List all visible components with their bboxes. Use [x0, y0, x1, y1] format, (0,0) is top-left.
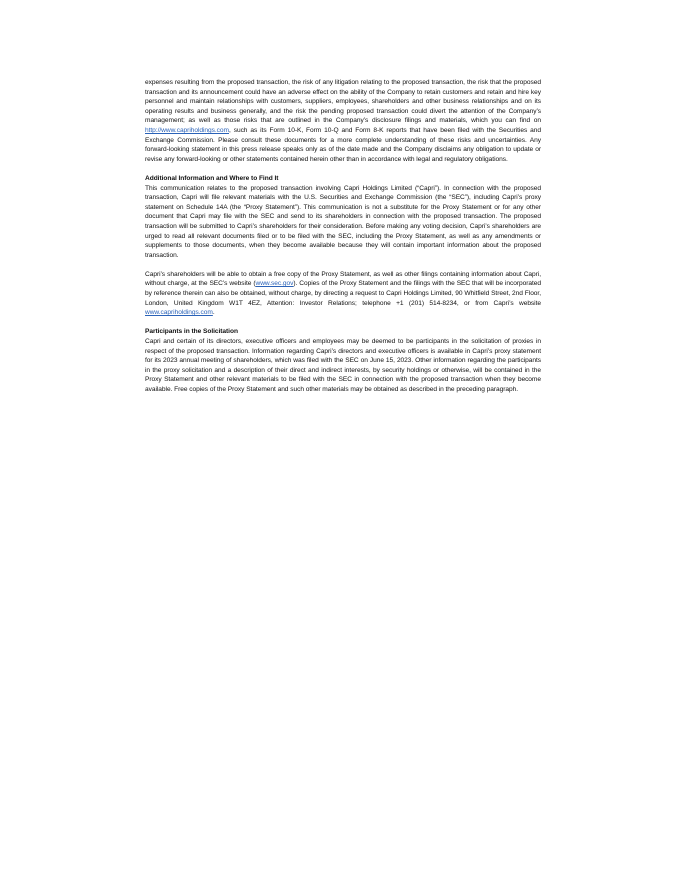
proxy-copy-text-2: ). Copies of the Proxy Statement and the filings with the SEC that will be incorporated by reference therein can also be obtained, without charge, by directing a request to Capri Holdings Limited, 90 Whitfield Street, 2nd Floor, London, United Kingdom W1T 4EZ, Attention: Investor Relations; telephone +1 (201) 514-8234, or from Capri’s website	[145, 280, 541, 307]
spacer	[145, 260, 541, 270]
participants-paragraph: Capri and certain of its directors, executive officers and employees may be deemed to be participants in the solicitation of proxies in respect of the proposed transaction. Information regarding Capri’s directors and executive officers is available in Capri’s proxy statement for its 2023 annual meeting of shareholders, which was filed with the SEC on June 15, 2023. Other information regarding the participants in the proxy solicitation and a description of their direct and indirect interests, by security holdings or otherwise, will be contained in the Proxy Statement and other relevant materials to be filed with the SEC in connection with the proposed transaction when they become available. Free copies of the Proxy Statement and such other materials may be obtained as described in the preceding paragraph.	[145, 338, 541, 393]
spacer	[145, 164, 541, 174]
participants-heading: Participants in the Solicitation	[145, 328, 238, 336]
sec-website-link[interactable]: www.sec.gov	[255, 280, 294, 288]
capri-holdings-link[interactable]: www.capriholdings.com	[145, 309, 213, 317]
proxy-copy-paragraph	[145, 270, 541, 318]
spacer	[145, 318, 541, 328]
proxy-copy-text-1: Capri’s shareholders will be able to obtain a free copy of the Proxy Statement, as well as other filings containing information about Capri, without charge, at the SEC’s website (	[145, 270, 541, 288]
additional-information-heading: Additional Information and Where to Find It	[145, 174, 279, 182]
forward-looking-text-1: expenses resulting from the proposed transaction, the risk of any litigation relating to the proposed transaction, the risk that the proposed transaction and its announcement could have an adverse effect on the ability of the Company to retain customers and retain and hire key personnel and maintain relationships with customers, suppliers, employees, shareholders and other business relationships and on its operating results and business generally, and the risk the pending proposed transaction could divert the attention of the Company’s management; as well as those risks that are outlined in the Company’s disclosure filings and materials, which you can find on	[145, 79, 541, 125]
capri-website-link[interactable]: http://www.capriholdings.com	[145, 126, 229, 134]
document-page	[145, 78, 541, 395]
proxy-copy-text-3: .	[212, 309, 215, 317]
additional-information-paragraph: This communication relates to the proposed transaction involving Capri Holdings Limited (“Capri”). In connection with the proposed transaction, Capri will file relevant materials with the U.S. Securities and Exchange Commission (the “SEC”), including Capri’s proxy statement on Schedule 14A (the “Proxy Statement”). This communication is not a substitute for the Proxy Statement or for any other document that Capri may file with the SEC and send to its shareholders in connection with the proposed transaction. The proposed transaction will be submitted to Capri’s shareholders for their consideration. Before making any voting decision, Capri’s shareholders are urged to read all relevant documents filed or to be filed with the SEC, including the Proxy Statement, as well as any amendments or supplements to those documents, when they become available because they will contain important information about the proposed transaction.	[145, 184, 541, 259]
forward-looking-text-2: , such as its Form 10-K, Form 10-Q and Form 8-K reports that have been filed with the Securities and Exchange Commission. Please consult these documents for a more complete understanding of these risks and uncertainties. Any forward-looking statement in this press release speaks only as of the date made and the Company disclaims any obligation to update or revise any forward-looking or other statements contained herein other than in accordance with legal and regulatory obligations.	[145, 126, 541, 163]
forward-looking-paragraph	[145, 78, 541, 164]
